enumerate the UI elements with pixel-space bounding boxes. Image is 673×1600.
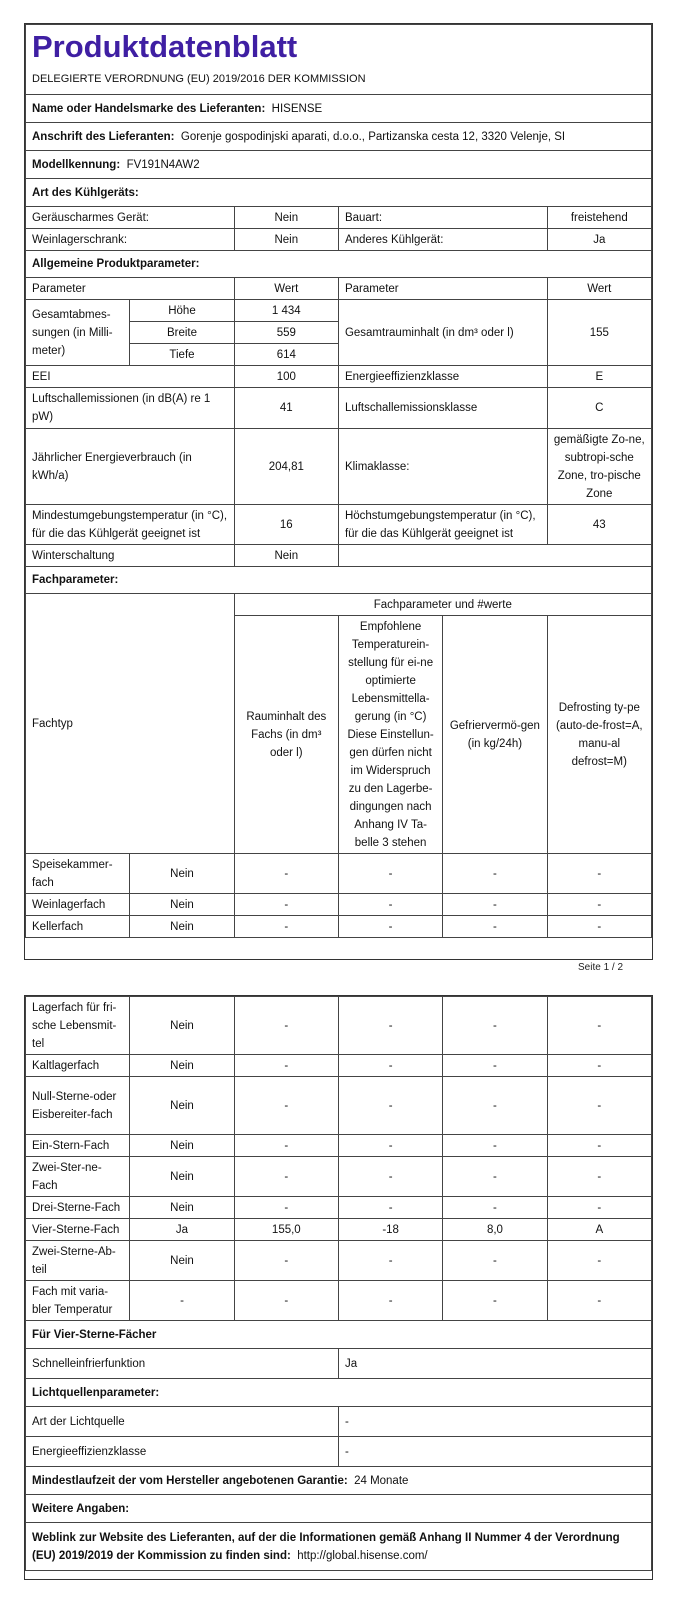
compartment-name: Drei-Sterne-Fach	[26, 1197, 130, 1219]
eei-label: EEI	[26, 366, 235, 388]
datasheet-table-1	[25, 24, 652, 938]
compartment-defrost: -	[547, 1157, 651, 1197]
col-volume-header: Rauminhalt des Fachs (in dm³ oder l)	[234, 616, 338, 854]
appliance-type-heading: Art des Kühlgeräts:	[26, 179, 652, 207]
compartment-temp: -	[338, 1281, 442, 1321]
compartment-freeze: -	[443, 1281, 547, 1321]
eei-value: 100	[234, 366, 338, 388]
col-temp-header: Empfohlene Temperaturein-stellung für ei-ne optimierte Lebensmittella-gerung (in °C) Diese Einstellun-gen dürfen nicht im Widerspruch zu den Lagerbe-dingungen nach Anhang IV Ta-belle 3 stehen	[338, 616, 442, 854]
winter-setting-label: Winterschaltung	[26, 545, 235, 567]
compartment-freeze: -	[443, 854, 547, 894]
min-temp-label: Mindestumgebungstemperatur (in °C), für die das Kühlgerät geeignet ist	[26, 505, 235, 545]
compartment-present: Nein	[130, 1077, 234, 1135]
max-temp-value: 43	[547, 505, 651, 545]
compartment-temp: -	[338, 1197, 442, 1219]
min-temp-value: 16	[234, 505, 338, 545]
compartment-present: Nein	[130, 894, 234, 916]
compartment-present: Nein	[130, 1241, 234, 1281]
compartment-name: Weinlagerfach	[26, 894, 130, 916]
compartment-defrost: A	[547, 1219, 651, 1241]
winter-setting-value: Nein	[234, 545, 338, 567]
supplier-address-value: Gorenje gospodinjski aparati, d.o.o., Partizanska cesta 12, 3320 Velenje, SI	[180, 130, 566, 143]
design-label: Bauart:	[338, 207, 547, 229]
compartment-volume: -	[234, 916, 338, 938]
compartment-freeze: -	[443, 1135, 547, 1157]
low-noise-value: Nein	[234, 207, 338, 229]
datasheet-page-1	[24, 23, 653, 960]
compartment-freeze: -	[443, 894, 547, 916]
weblink-value[interactable]: http://global.hisense.com/	[297, 1549, 428, 1562]
compartment-temp: -	[338, 1077, 442, 1135]
energy-class-value: E	[547, 366, 651, 388]
supplier-name-row	[26, 95, 652, 123]
general-params-heading: Allgemeine Produktparameter:	[26, 251, 652, 278]
climate-class-value: gemäßigte Zo-ne, subtropi-sche Zone, tro-pische Zone	[547, 429, 651, 505]
climate-class-label: Klimaklasse:	[338, 429, 547, 505]
compartment-defrost: -	[547, 854, 651, 894]
table-row	[26, 1281, 652, 1321]
table-row	[26, 894, 652, 916]
compartment-defrost: -	[547, 894, 651, 916]
compartment-volume: -	[234, 1135, 338, 1157]
compartment-name: Kellerfach	[26, 916, 130, 938]
width-label: Breite	[130, 322, 234, 344]
compartment-temp: -	[338, 1055, 442, 1077]
noise-class-label: Luftschallemissionsklasse	[338, 388, 547, 429]
compartment-temp: -18	[338, 1219, 442, 1241]
light-energy-class-label: Energieeffizienzklasse	[26, 1437, 339, 1467]
compartment-present: Nein	[130, 997, 234, 1055]
compartment-defrost: -	[547, 1281, 651, 1321]
fast-freeze-label: Schnelleinfrierfunktion	[26, 1349, 339, 1379]
compartment-temp: -	[338, 916, 442, 938]
compartment-present: Nein	[130, 1197, 234, 1219]
compartment-present: Nein	[130, 1135, 234, 1157]
compartment-defrost: -	[547, 997, 651, 1055]
max-temp-label: Höchstumgebungstemperatur (in °C), für die das Kühlgerät geeignet ist	[338, 505, 547, 545]
compartment-name: Fach mit varia-bler Temperatur	[26, 1281, 130, 1321]
compartment-name: Zwei-Sterne-Ab-teil	[26, 1241, 130, 1281]
warranty-label: Mindestlaufzeit der vom Hersteller angebotenen Garantie:	[32, 1474, 348, 1487]
compartment-freeze: 8,0	[443, 1219, 547, 1241]
compartment-defrost: -	[547, 1135, 651, 1157]
compartment-freeze: -	[443, 1055, 547, 1077]
compartment-defrost: -	[547, 1197, 651, 1219]
compartment-freeze: -	[443, 1241, 547, 1281]
col-value-header-right: Wert	[547, 278, 651, 300]
wine-cabinet-label: Weinlagerschrank:	[26, 229, 235, 251]
table-row	[26, 997, 652, 1055]
supplier-address-row	[26, 123, 652, 151]
energy-class-label: Energieeffizienzklasse	[338, 366, 547, 388]
depth-value: 614	[234, 344, 338, 366]
annual-energy-value: 204,81	[234, 429, 338, 505]
compartment-freeze: -	[443, 1197, 547, 1219]
empty-cell	[338, 545, 651, 567]
noise-value: 41	[234, 388, 338, 429]
compartment-volume: -	[234, 1241, 338, 1281]
col-param-header-right: Parameter	[338, 278, 547, 300]
compartment-name: Null-Sterne-oder Eisbereiter-fach	[26, 1077, 130, 1135]
other-appliance-value: Ja	[547, 229, 651, 251]
compartment-volume: -	[234, 1077, 338, 1135]
compartment-present: Nein	[130, 1055, 234, 1077]
compartment-present: Ja	[130, 1219, 234, 1241]
table-row	[26, 1135, 652, 1157]
compartment-volume: -	[234, 1281, 338, 1321]
compartment-freeze: -	[443, 916, 547, 938]
col-value-header-left: Wert	[234, 278, 338, 300]
model-value: FV191N4AW2	[126, 158, 200, 171]
col-freeze-header: Gefriervermö-gen (in kg/24h)	[443, 616, 547, 854]
compartment-group-header: Fachparameter und #werte	[234, 594, 651, 616]
compartment-temp: -	[338, 854, 442, 894]
compartment-freeze: -	[443, 1077, 547, 1135]
supplier-name-label: Name oder Handelsmarke des Lieferanten:	[32, 102, 266, 115]
compartment-defrost: -	[547, 1077, 651, 1135]
compartment-present: Nein	[130, 1157, 234, 1197]
supplier-name-value: HISENSE	[271, 102, 323, 115]
height-value: 1 434	[234, 300, 338, 322]
table-row	[26, 1241, 652, 1281]
total-volume-label: Gesamtrauminhalt (in dm³ oder l)	[338, 300, 547, 366]
supplier-address-label: Anschrift des Lieferanten:	[32, 130, 175, 143]
fast-freeze-value: Ja	[338, 1349, 651, 1379]
compartment-temp: -	[338, 1135, 442, 1157]
compartment-freeze: -	[443, 1157, 547, 1197]
compartment-defrost: -	[547, 916, 651, 938]
low-noise-label: Geräuscharmes Gerät:	[26, 207, 235, 229]
compartment-name: Ein-Stern-Fach	[26, 1135, 130, 1157]
model-label: Modellkennung:	[32, 158, 121, 171]
wine-cabinet-value: Nein	[234, 229, 338, 251]
page-title: Produktdatenblatt	[32, 29, 298, 64]
compartment-present: Nein	[130, 916, 234, 938]
compartment-name: Vier-Sterne-Fach	[26, 1219, 130, 1241]
compartment-name: Lagerfach für fri-sche Lebensmit-tel	[26, 997, 130, 1055]
noise-label: Luftschallemissionen (in dB(A) re 1 pW)	[26, 388, 235, 429]
compartment-params-heading: Fachparameter:	[26, 567, 652, 594]
table-row	[26, 916, 652, 938]
width-value: 559	[234, 322, 338, 344]
compartment-volume: -	[234, 1157, 338, 1197]
table-row	[26, 1219, 652, 1241]
four-star-heading: Für Vier-Sterne-Fächer	[26, 1321, 652, 1349]
weblink-label: Weblink zur Website des Lieferanten, auf der die Informationen gemäß Anhang II Nummer 4 der Verordnung (EU) 2019/2019 der Kommission zu finden sind:	[32, 1531, 620, 1562]
table-row	[26, 854, 652, 894]
col-param-header-left: Parameter	[26, 278, 235, 300]
page-number: Seite 1 / 2	[578, 962, 624, 973]
compartment-volume: -	[234, 854, 338, 894]
warranty-value: 24 Monate	[354, 1474, 409, 1487]
compartment-temp: -	[338, 997, 442, 1055]
compartment-temp: -	[338, 894, 442, 916]
light-source-heading: Lichtquellenparameter:	[26, 1379, 652, 1407]
table-row	[26, 1055, 652, 1077]
table-row	[26, 1197, 652, 1219]
regulation-subtitle: DELEGIERTE VERORDNUNG (EU) 2019/2016 DER KOMMISSION	[32, 73, 366, 85]
depth-label: Tiefe	[130, 344, 234, 366]
col-defrost-header: Defrosting ty-pe (auto-de-frost=A, manu-al defrost=M)	[547, 616, 651, 854]
noise-class-value: C	[547, 388, 651, 429]
light-type-label: Art der Lichtquelle	[26, 1407, 339, 1437]
compartment-volume: -	[234, 1055, 338, 1077]
table-row	[26, 1157, 652, 1197]
compartment-present: Nein	[130, 854, 234, 894]
compartment-temp: -	[338, 1157, 442, 1197]
compartment-defrost: -	[547, 1055, 651, 1077]
compartment-volume: 155,0	[234, 1219, 338, 1241]
light-energy-class-value: -	[338, 1437, 651, 1467]
height-label: Höhe	[130, 300, 234, 322]
compartment-name: Zwei-Ster-ne-Fach	[26, 1157, 130, 1197]
light-type-value: -	[338, 1407, 651, 1437]
weblink-row	[26, 1523, 652, 1571]
compartment-name: Speisekammer-fach	[26, 854, 130, 894]
datasheet-page-2	[24, 995, 653, 1580]
compartment-volume: -	[234, 1197, 338, 1219]
table-row	[26, 1077, 652, 1135]
dimensions-label: Gesamtabmes-sungen (in Milli-meter)	[26, 300, 130, 366]
annual-energy-label: Jährlicher Energieverbrauch (in kWh/a)	[26, 429, 235, 505]
compartment-name: Kaltlagerfach	[26, 1055, 130, 1077]
total-volume-value: 155	[547, 300, 651, 366]
further-info-heading: Weitere Angaben:	[26, 1495, 652, 1523]
design-value: freistehend	[547, 207, 651, 229]
compartment-volume: -	[234, 997, 338, 1055]
compartment-type-header: Fachtyp	[26, 594, 235, 854]
datasheet-table-2	[25, 996, 652, 1571]
compartment-volume: -	[234, 894, 338, 916]
warranty-row	[26, 1467, 652, 1495]
other-appliance-label: Anderes Kühlgerät:	[338, 229, 547, 251]
compartment-defrost: -	[547, 1241, 651, 1281]
compartment-temp: -	[338, 1241, 442, 1281]
compartment-present: -	[130, 1281, 234, 1321]
model-row	[26, 151, 652, 179]
compartment-freeze: -	[443, 997, 547, 1055]
